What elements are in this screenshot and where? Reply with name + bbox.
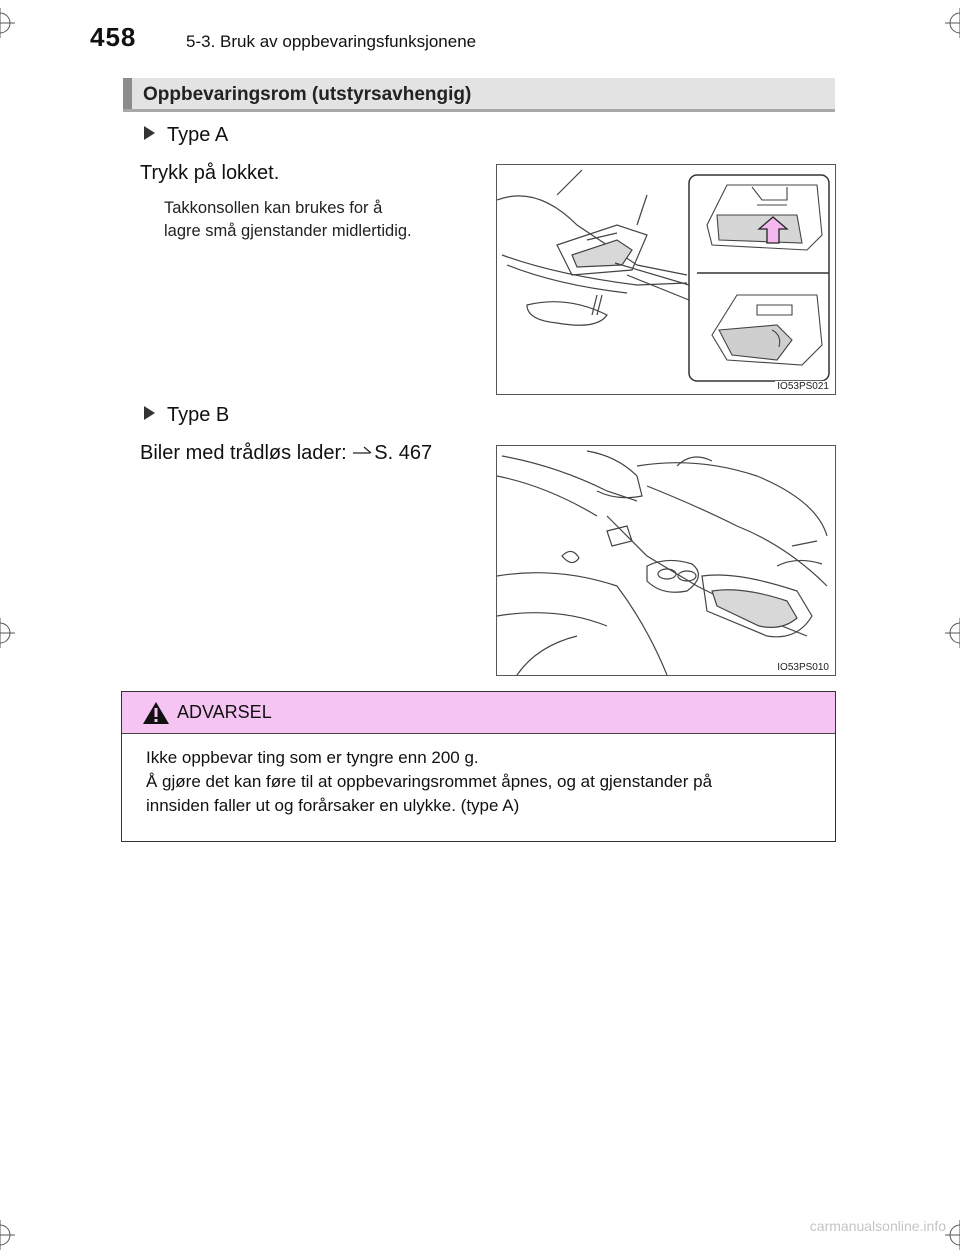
type-a-instruction: Trykk på lokket. <box>140 162 280 184</box>
footer-watermark: carmanualsonline.info <box>809 1218 946 1234</box>
figure-code: IO53PS021 <box>777 381 829 392</box>
warning-text <box>146 746 825 818</box>
type-b-instruction <box>140 442 432 465</box>
bullet-triangle-icon <box>144 126 155 140</box>
section-title-bar <box>123 78 835 112</box>
warning-box <box>121 691 836 842</box>
crop-mark-icon <box>0 8 15 38</box>
type-b-heading <box>144 404 229 427</box>
warning-line: innsiden faller ut og forårsaker en ulykke. (type A) <box>146 796 520 815</box>
crop-mark-icon <box>945 618 960 648</box>
type-a-note <box>164 197 474 243</box>
warning-label: ADVARSEL <box>177 702 272 722</box>
type-b-heading-text: Type B <box>167 404 230 426</box>
crop-mark-icon <box>945 1220 960 1250</box>
figure-code: IO53PS010 <box>777 662 829 673</box>
warning-header <box>122 692 835 734</box>
warning-line: Å gjøre det kan føre til at oppbevaringsrommet åpnes, og at gjenstander på <box>146 772 713 791</box>
type-a-note-line: Takkonsollen kan brukes for å <box>164 199 383 217</box>
crop-mark-icon <box>945 8 960 38</box>
type-a-heading <box>144 124 228 147</box>
type-a-heading-text: Type A <box>167 124 229 146</box>
overhead-console-illustration <box>497 165 835 394</box>
section-title: Oppbevaringsrom (utstyrsavhengig) <box>143 84 472 105</box>
figure-center-console <box>496 445 836 676</box>
crop-mark-icon <box>0 618 15 648</box>
crop-mark-icon <box>0 1220 15 1250</box>
warning-line: Ikke oppbevar ting som er tyngre enn 200 g. <box>146 748 479 767</box>
running-header: 5-3. Bruk av oppbevaringsfunksjonene <box>186 32 477 51</box>
figure-overhead-console <box>496 164 836 395</box>
page-number: 458 <box>90 22 137 52</box>
warning-triangle-icon <box>142 701 170 725</box>
type-a-note-line: lagre små gjenstander midlertidig. <box>164 222 412 240</box>
section-bar-accent <box>123 78 132 109</box>
center-console-illustration <box>497 446 835 675</box>
bullet-triangle-icon <box>144 406 155 420</box>
page-reference-arrow-icon <box>352 440 374 463</box>
type-b-instruction-prefix: Biler med trådløs lader: <box>140 442 353 464</box>
page-reference-link[interactable]: S. 467 <box>374 442 433 464</box>
